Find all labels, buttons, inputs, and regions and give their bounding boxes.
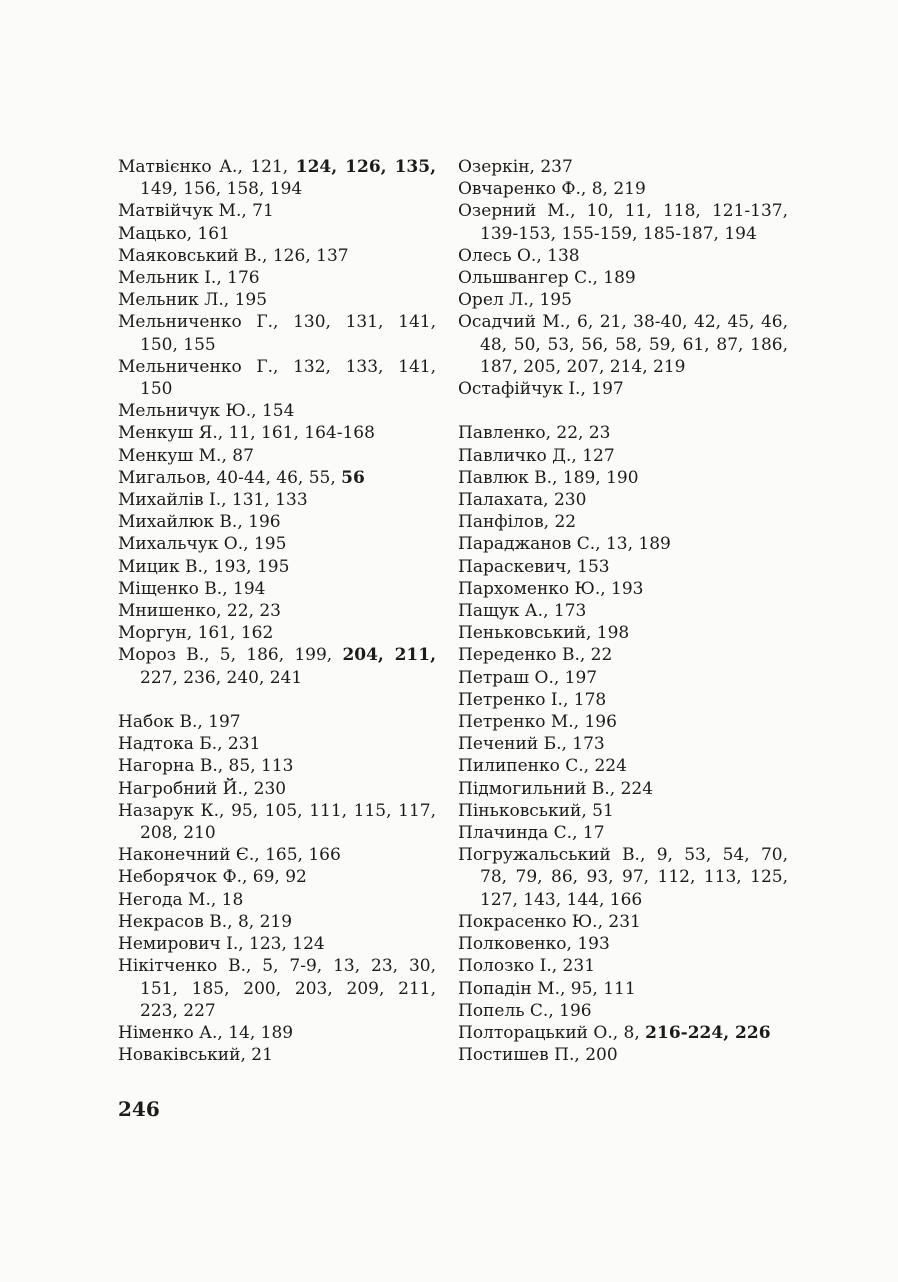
index-entry: [118, 400, 436, 422]
entry-bold-pages: 124, 126, 135,: [295, 157, 436, 177]
entry-text: Менкуш М., 87: [118, 445, 254, 466]
index-entry: [118, 711, 436, 733]
section-gap: [458, 400, 788, 422]
entry-text: Мельничук Ю., 154: [118, 401, 295, 422]
index-entry: [458, 556, 788, 578]
index-entry: [458, 844, 788, 911]
entry-text: Менкуш Я., 11, 161, 164-168: [118, 423, 375, 444]
entry-text: Мнишенко, 22, 23: [118, 601, 282, 622]
index-entry: [458, 156, 788, 178]
entry-text: Плачинда С., 17: [458, 823, 605, 844]
entry-text: Погружальський В., 9, 53, 54, 70, 78, 79, 86, 93, 97, 112, 113, 125, 127, 143, 144, 166: [458, 845, 788, 910]
entry-text: Пархоменко Ю., 193: [458, 578, 644, 599]
entry-text: Німенко А., 14, 189: [118, 1022, 294, 1043]
entry-text: Полторацький О., 8,: [458, 1022, 646, 1043]
index-entry: [118, 866, 436, 888]
entry-text: Павленко, 22, 23: [458, 423, 611, 444]
index-entry: [458, 578, 788, 600]
entry-text: Мельник Л., 195: [118, 290, 268, 311]
entry-text: Параджанов С., 13, 189: [458, 534, 671, 555]
index-entry: [458, 689, 788, 711]
entry-text: Попадін М., 95, 111: [458, 978, 636, 999]
entry-text: Палахата, 230: [458, 490, 587, 511]
index-entry: [118, 533, 436, 555]
entry-text: Полозко І., 231: [458, 956, 596, 977]
index-entry: [458, 1044, 788, 1066]
index-entry: [118, 578, 436, 600]
entry-text: Мороз В., 5, 186, 199,: [118, 645, 343, 666]
entry-text: Неборячок Ф., 69, 92: [118, 867, 307, 888]
entry-text: Озерний М., 10, 11, 118, 121-137, 139-153, 155-159, 185-187, 194: [458, 201, 788, 244]
index-entry: [118, 800, 436, 844]
page-number: 246: [118, 1097, 160, 1121]
index-entry: [118, 289, 436, 311]
entry-text: Орел Л., 195: [458, 290, 572, 311]
index-entry: [458, 200, 788, 244]
entry-text: Параскевич, 153: [458, 556, 610, 577]
entry-text: Назарук К., 95, 105, 111, 115, 117, 208, 210: [118, 800, 436, 844]
index-column-right: [458, 156, 788, 1066]
index-entry: [458, 178, 788, 200]
index-entry: [118, 755, 436, 777]
entry-text: Пеньковський, 198: [458, 623, 630, 644]
entry-text: Постишев П., 200: [458, 1045, 618, 1066]
index-entry: [458, 667, 788, 689]
index-entry: [118, 889, 436, 911]
index-entry: [458, 600, 788, 622]
index-entry: [458, 467, 788, 489]
index-entry: [118, 933, 436, 955]
index-entry: [118, 1022, 436, 1044]
entry-text: Петренко І., 178: [458, 689, 607, 710]
entry-text: Полковенко, 193: [458, 934, 610, 955]
entry-text: Матвієнко А., 121,: [118, 157, 296, 177]
index-entry: [458, 778, 788, 800]
index-entry: [458, 1022, 788, 1044]
entry-text: Мицик В., 193, 195: [118, 556, 290, 577]
index-entry: [118, 556, 436, 578]
index-entry: [458, 955, 788, 977]
entry-text: Павлюк В., 189, 190: [458, 467, 639, 488]
index-entry: [458, 511, 788, 533]
index-entry: [458, 711, 788, 733]
index-entry: [118, 600, 436, 622]
entry-text: Піньковський, 51: [458, 800, 614, 821]
index-entry: [458, 245, 788, 267]
index-entry: [118, 955, 436, 1022]
index-entry: [458, 622, 788, 644]
index-entry: [118, 733, 436, 755]
index-entry: [118, 422, 436, 444]
index-entry: [458, 489, 788, 511]
entry-text: Нікітченко В., 5, 7-9, 13, 23, 30, 151, 185, 200, 203, 209, 211, 223, 227: [118, 956, 436, 1021]
index-entry: [118, 311, 436, 355]
index-entry: [118, 267, 436, 289]
index-entry: [458, 911, 788, 933]
entry-text: Набок В., 197: [118, 712, 241, 733]
index-entry: [118, 245, 436, 267]
entry-bold-pages: 204, 211,: [342, 645, 436, 666]
index-entry: [458, 289, 788, 311]
entry-text: Печений Б., 173: [458, 734, 605, 755]
entry-text: Нагорна В., 85, 113: [118, 756, 294, 777]
index-entry: [458, 267, 788, 289]
index-entry: [118, 200, 436, 222]
entry-bold-pages: 56: [341, 467, 365, 488]
index-entry: [118, 356, 436, 400]
index-entry: [118, 511, 436, 533]
index-column-left: [118, 156, 436, 1066]
index-entry: [458, 733, 788, 755]
index-entry: [458, 1000, 788, 1022]
entry-text: Наконечний Є., 165, 166: [118, 845, 341, 866]
entry-text: Петраш О., 197: [458, 667, 598, 688]
entry-text: Матвійчук М., 71: [118, 201, 274, 222]
entry-text: Попель С., 196: [458, 1000, 592, 1021]
entry-text: Пащук А., 173: [458, 601, 587, 622]
index-entry: [118, 223, 436, 245]
entry-text: Петренко М., 196: [458, 712, 617, 733]
entry-text: Озеркін, 237: [458, 157, 573, 177]
entry-text: Переденко В., 22: [458, 645, 613, 666]
entry-text: Некрасов В., 8, 219: [118, 911, 293, 932]
entry-text-continued: 227, 236, 240, 241: [140, 667, 303, 688]
index-entry: [458, 755, 788, 777]
index-entry: [458, 644, 788, 666]
entry-text-continued: 149, 156, 158, 194: [140, 179, 303, 200]
entry-text: Підмогильний В., 224: [458, 778, 654, 799]
index-entry: [458, 378, 788, 400]
index-entry: [458, 445, 788, 467]
index-entry: [118, 445, 436, 467]
entry-text: Осадчий М., 6, 21, 38-40, 42, 45, 46, 48, 50, 53, 56, 58, 59, 61, 87, 186, 187, 205, 207, 214, 219: [458, 312, 788, 377]
section-gap: [118, 689, 436, 711]
index-entry: [118, 489, 436, 511]
entry-text: Мельник І., 176: [118, 268, 260, 289]
entry-text: Михайлів І., 131, 133: [118, 490, 308, 511]
entry-text: Мигальов, 40-44, 46, 55,: [118, 467, 342, 488]
entry-text: Мацько, 161: [118, 223, 230, 244]
index-entry: [118, 778, 436, 800]
entry-text: Новаківський, 21: [118, 1045, 273, 1066]
entry-text: Павличко Д., 127: [458, 445, 615, 466]
entry-text: Пилипенко С., 224: [458, 756, 627, 777]
entry-text: Олесь О., 138: [458, 245, 580, 266]
index-entry: [118, 467, 436, 489]
index-entry: [118, 844, 436, 866]
entry-bold-pages: 216-224, 226: [645, 1022, 771, 1043]
index-entry: [458, 822, 788, 844]
index-entry: [118, 911, 436, 933]
index-entry: [458, 422, 788, 444]
entry-text: Немирович І., 123, 124: [118, 934, 325, 955]
entry-text: Мельниченко Г., 130, 131, 141, 150, 155: [118, 312, 436, 355]
entry-text: Остафійчук І., 197: [458, 379, 624, 400]
entry-text: Михальчук О., 195: [118, 534, 287, 555]
entry-text: Михайлюк В., 196: [118, 512, 281, 533]
entry-text: Ольшвангер С., 189: [458, 268, 636, 289]
index-entry: [458, 800, 788, 822]
entry-text: Моргун, 161, 162: [118, 623, 274, 644]
index-entry: [118, 156, 436, 200]
index-entry: [118, 644, 436, 688]
index-entry: [458, 978, 788, 1000]
entry-text: Нагробний Й., 230: [118, 778, 287, 799]
entry-text: Овчаренко Ф., 8, 219: [458, 179, 646, 200]
index-entry: [118, 1044, 436, 1066]
entry-text: Міщенко В., 194: [118, 578, 266, 599]
entry-text: Покрасенко Ю., 231: [458, 911, 641, 932]
index-entry: [118, 622, 436, 644]
entry-text: Панфілов, 22: [458, 512, 577, 533]
entry-text: Надтока Б., 231: [118, 734, 261, 755]
index-entry: [458, 933, 788, 955]
index-entry: [458, 311, 788, 378]
entry-text: Негода М., 18: [118, 889, 244, 910]
entry-text: Мельниченко Г., 132, 133, 141, 150: [118, 356, 436, 400]
entry-text: Маяковський В., 126, 137: [118, 245, 349, 266]
index-entry: [458, 533, 788, 555]
